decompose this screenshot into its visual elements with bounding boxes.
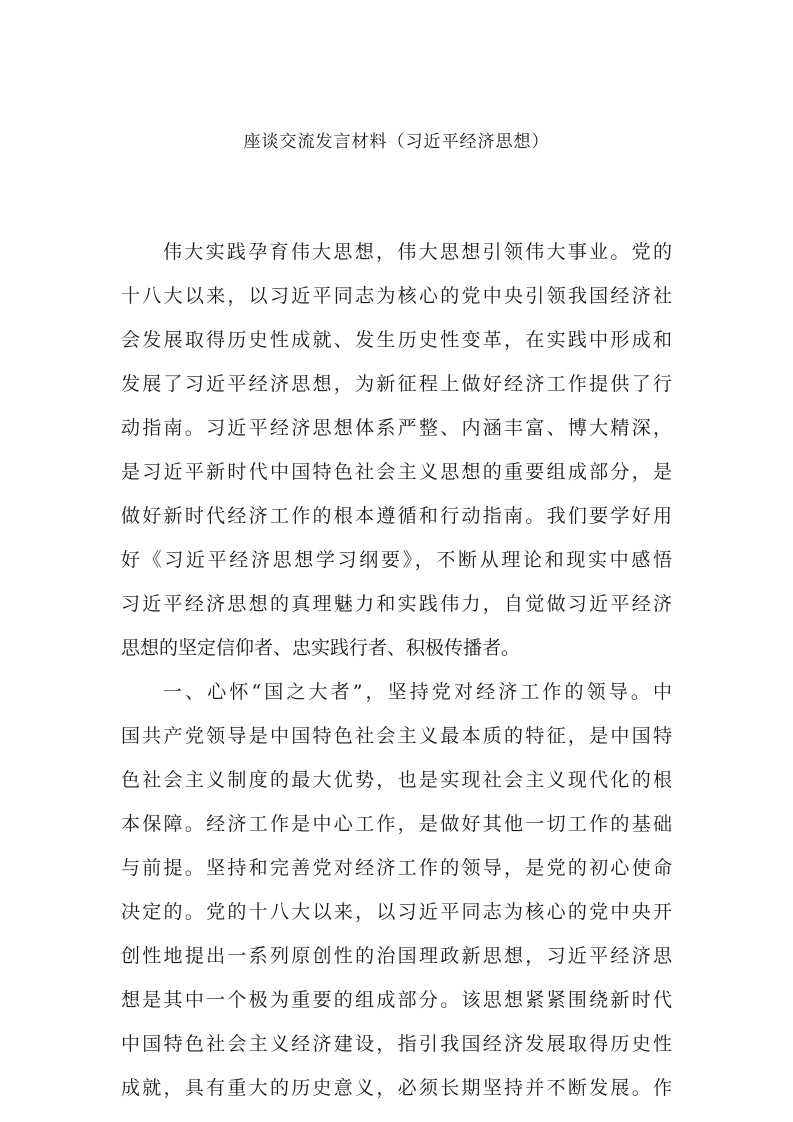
paragraph-line: 好《习近平经济思想学习纲要》，不断从理论和现实中感悟 — [121, 549, 672, 571]
paragraph-line: 与前提。坚持和完善党对经济工作的领导，是党的初心使命 — [121, 857, 672, 879]
paragraph-line: 伟大实践孕育伟大思想，伟大思想引领伟大事业。党的 — [163, 241, 672, 263]
paragraph-line: 想是其中一个极为重要的组成部分。该思想紧紧围绕新时代 — [121, 989, 672, 1011]
paragraph-line: 是习近平新时代中国特色社会主义思想的重要组成部分，是 — [121, 461, 672, 483]
document-title: 座谈交流发言材料（习近平经济思想） — [243, 132, 550, 152]
paragraph-line: 习近平经济思想的真理魅力和实践伟力，自觉做习近平经济 — [121, 593, 672, 615]
paragraph-line: 色社会主义制度的最大优势，也是实现社会主义现代化的根 — [121, 769, 672, 791]
paragraph-line: 国共产党领导是中国特色社会主义最本质的特征，是中国特 — [121, 725, 672, 747]
paragraph-line: 会发展取得历史性成就、发生历史性变革，在实践中形成和 — [121, 329, 672, 351]
paragraph-line: 思想的坚定信仰者、忠实践行者、积极传播者。 — [121, 637, 521, 659]
paragraph-line: 创性地提出一系列原创性的治国理政新思想，习近平经济思 — [121, 945, 672, 967]
paragraph-line: 十八大以来，以习近平同志为核心的党中央引领我国经济社 — [121, 285, 672, 307]
paragraph-line: 本保障。经济工作是中心工作，是做好其他一切工作的基础 — [121, 813, 672, 835]
paragraph-line: 中国特色社会主义经济建设，指引我国经济发展取得历史性 — [121, 1033, 672, 1055]
paragraph-line: 一、心怀“国之大者”，坚持党对经济工作的领导。中 — [163, 681, 672, 703]
paragraph-line: 决定的。党的十八大以来，以习近平同志为核心的党中央开 — [121, 901, 672, 923]
paragraph-line: 成就，具有重大的历史意义，必须长期坚持并不断发展。作 — [121, 1077, 672, 1099]
paragraph-line: 发展了习近平经济思想，为新征程上做好经济工作提供了行 — [121, 373, 672, 395]
paragraph-line: 动指南。习近平经济思想体系严整、内涵丰富、博大精深， — [121, 417, 672, 439]
paragraph-line: 做好新时代经济工作的根本遵循和行动指南。我们要学好用 — [121, 505, 672, 527]
